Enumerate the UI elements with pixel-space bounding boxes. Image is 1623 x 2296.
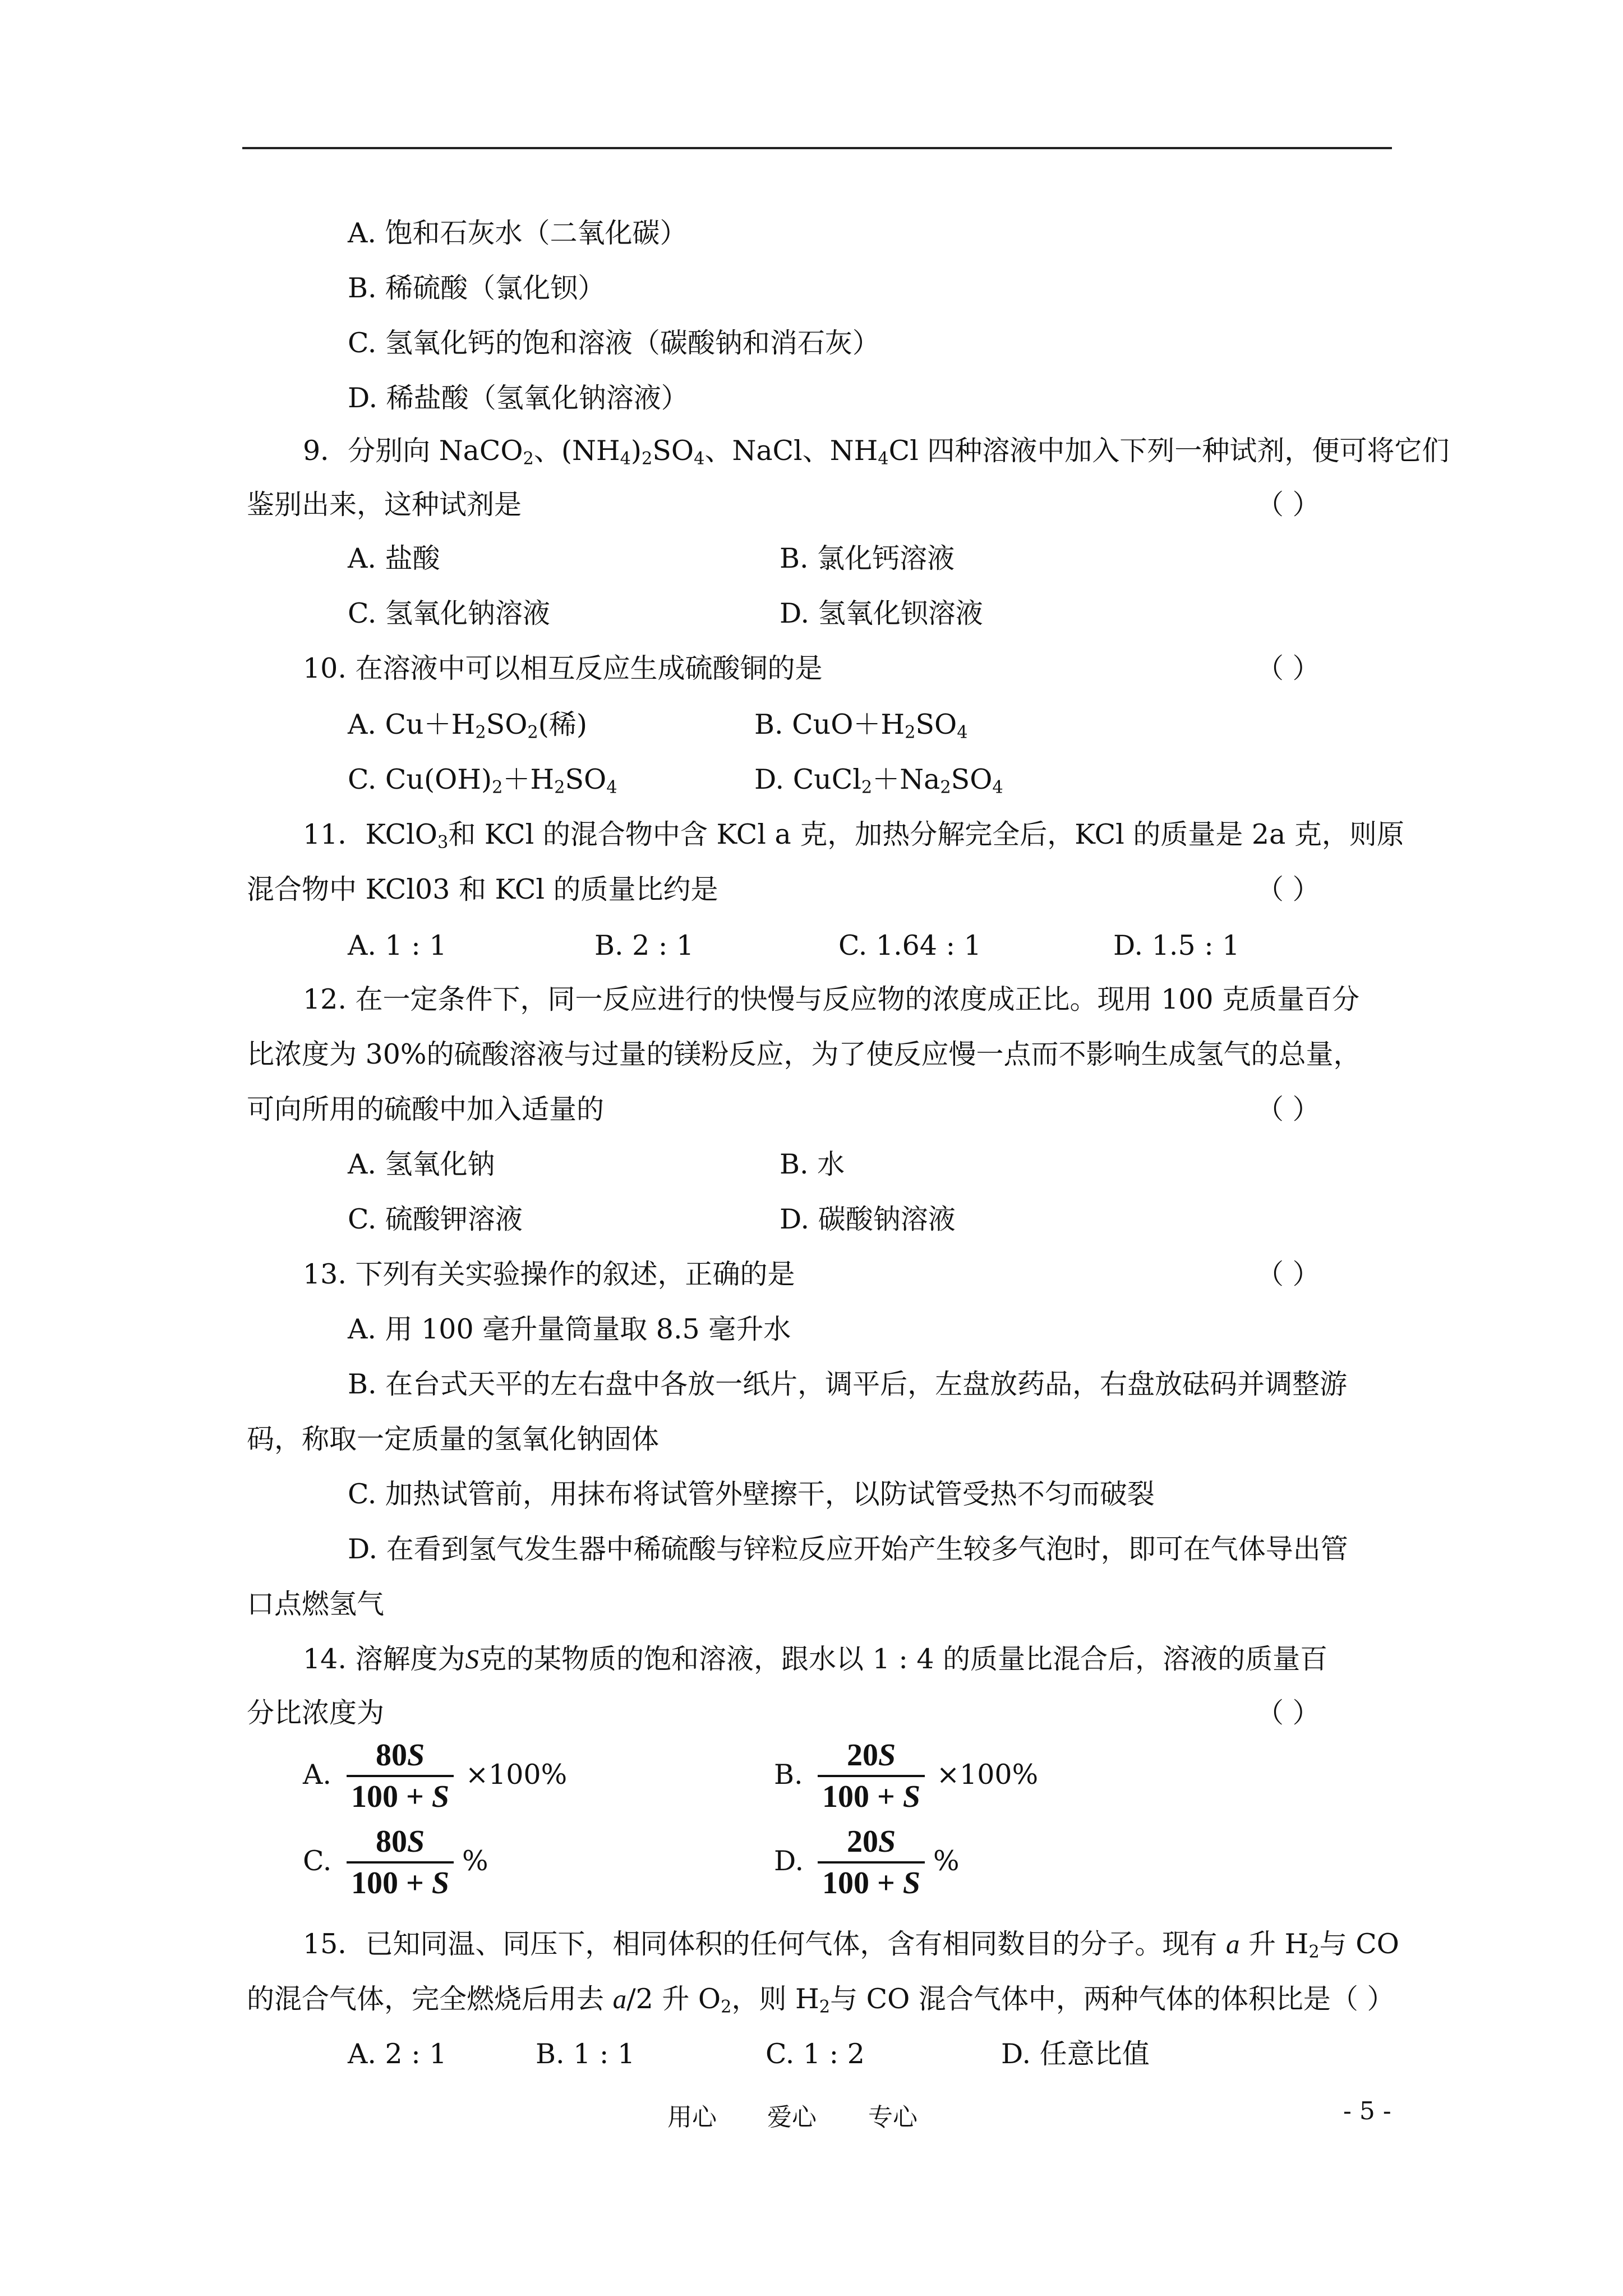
q15-stem-line1: 15．已知同温、同压下，相同体积的任何气体，含有相同数目的分子。现有 a 升 $H_2$与 CO — [303, 1928, 1399, 1962]
q15-option-c: C. 1 : 2 — [766, 2038, 865, 2070]
q12-stem-line2: 比浓度为 30%的硫酸溶液与过量的镁粉反应，为了使反应慢一点而不影响生成氢气的总量， — [247, 1038, 1361, 1070]
q14-option-a-label: A. — [303, 1759, 331, 1791]
q13-answer-paren: （ ） — [1256, 1258, 1320, 1290]
q15-option-d: D. 任意比值 — [1001, 2038, 1150, 2070]
page-number: - 5 - — [1343, 2097, 1391, 2125]
q14-option-c-suffix: % — [462, 1845, 488, 1877]
q9-option-b: B. 氯化钙溶液 — [780, 542, 955, 574]
q12-option-d: D. 碳酸钠溶液 — [780, 1203, 956, 1235]
q14-option-b-fraction: 20S 100 + S — [818, 1736, 925, 1816]
q12-option-c: C. 硫酸钾溶液 — [348, 1203, 523, 1235]
q11-option-a: A. 1 : 1 — [348, 930, 447, 961]
q12-stem-line3: 可向所用的硫酸中加入适量的 — [247, 1093, 605, 1125]
q8-option-d: D. 稀盐酸（氢氧化钠溶液） — [348, 382, 689, 414]
q10-stem: 10. 在溶液中可以相互反应生成硫酸铜的是 — [303, 652, 823, 684]
q10-option-c: C. $Cu(OH)_2+H_2SO_4$ — [348, 763, 617, 798]
q9-option-d: D. 氢氧化钡溶液 — [780, 597, 983, 629]
q9-option-a: A. 盐酸 — [348, 542, 440, 574]
q14-option-a-suffix: ×100% — [465, 1759, 568, 1791]
q11-stem-line2: 混合物中 KCl03 和 KCl 的质量比约是 — [247, 873, 718, 905]
q14-option-b-suffix: ×100% — [937, 1759, 1039, 1791]
q9-stem-line2: 鉴别出来，这种试剂是 — [247, 489, 522, 521]
q8-option-c: C. 氢氧化钙的饱和溶液（碳酸钠和消石灰） — [348, 327, 880, 359]
q13-option-d-line2: 口点燃氢气 — [247, 1588, 385, 1620]
q13-option-c: C. 加热试管前，用抹布将试管外壁擦干，以防试管受热不匀而破裂 — [348, 1478, 1155, 1510]
q13-option-a: A. 用 100 毫升量筒量取 8.5 毫升水 — [348, 1313, 791, 1345]
q15-option-a: A. 2 : 1 — [348, 2038, 447, 2070]
q9-answer-paren: （ ） — [1256, 489, 1320, 521]
q13-stem: 13. 下列有关实验操作的叙述，正确的是 — [303, 1258, 795, 1290]
q9-stem-line1: 9．分别向 NaCO$_2$、$(NH_4)_2SO_4$、NaCl、$NH_4Cl$ 四种溶液中加入下列一种试剂，便可将它们 — [303, 435, 1450, 469]
q14-answer-paren: （ ） — [1256, 1697, 1320, 1729]
footer-word-2: 爱心 — [767, 2103, 817, 2132]
q11-option-b: B. 2 : 1 — [594, 930, 694, 961]
q13-option-b-line2: 码，称取一定质量的氢氧化钠固体 — [247, 1423, 660, 1455]
q13-option-b-line1: B. 在台式天平的左右盘中各放一纸片，调平后，左盘放药品，右盘放砝码并调整游 — [348, 1368, 1348, 1400]
q10-option-b: B. $CuO+H_2SO_4$ — [754, 708, 968, 743]
q11-stem-line1: 11．KClO$_3$和 KCl 的混合物中含 KCl a 克，加热分解完全后，KCl 的质量是 2a 克，则原 — [303, 818, 1404, 853]
q9-option-c: C. 氢氧化钠溶液 — [348, 597, 550, 629]
header-rule — [242, 147, 1392, 149]
q12-stem-line1: 12. 在一定条件下，同一反应进行的快慢与反应物的浓度成正比。现用 100 克质量百分 — [303, 983, 1360, 1015]
q14-option-a-fraction: 80S 100 + S — [347, 1736, 454, 1816]
q14-option-d-label: D. — [774, 1845, 804, 1877]
q8-option-a: A. 饱和石灰水（二氧化碳） — [348, 217, 688, 249]
footer-word-3: 专心 — [868, 2103, 917, 2132]
q12-option-a: A. 氢氧化钠 — [348, 1148, 495, 1180]
q10-option-a: A. $Cu+H_2SO_2$(稀) — [348, 708, 587, 743]
q14-option-c-fraction: 80S 100 + S — [347, 1822, 454, 1903]
q15-stem-line2: 的混合气体，完全燃烧后用去 a/2 升 $O_2$，则 $H_2$与 CO 混合气体中，两种气体的体积比是（ ） — [247, 1983, 1395, 2017]
q11-answer-paren: （ ） — [1256, 873, 1320, 905]
q14-stem-line2: 分比浓度为 — [247, 1697, 385, 1729]
q11-option-c: C. 1.64 : 1 — [838, 930, 981, 961]
q15-option-b: B. 1 : 1 — [536, 2038, 635, 2070]
footer-word-1: 用心 — [667, 2103, 717, 2132]
q14-stem-line1: 14. 溶解度为S克的某物质的饱和溶液，跟水以 1 : 4 的质量比混合后，溶液的质量百 — [303, 1643, 1328, 1675]
q10-answer-paren: （ ） — [1256, 652, 1320, 684]
q14-option-d-suffix: % — [933, 1845, 960, 1877]
q14-option-b-label: B. — [774, 1759, 803, 1791]
q10-option-d: D. $CuCl_2+Na_2SO_4$ — [754, 763, 1003, 798]
q14-option-d-fraction: 20S 100 + S — [818, 1822, 925, 1903]
q12-answer-paren: （ ） — [1256, 1093, 1320, 1125]
q13-option-d-line1: D. 在看到氢气发生器中稀硫酸与锌粒反应开始产生较多气泡时，即可在气体导出管 — [348, 1533, 1348, 1565]
q14-option-c-label: C. — [303, 1845, 332, 1877]
q8-option-b: B. 稀硫酸（氯化钡） — [348, 272, 606, 304]
q11-option-d: D. 1.5 : 1 — [1113, 930, 1240, 961]
q12-option-b: B. 水 — [780, 1148, 845, 1180]
